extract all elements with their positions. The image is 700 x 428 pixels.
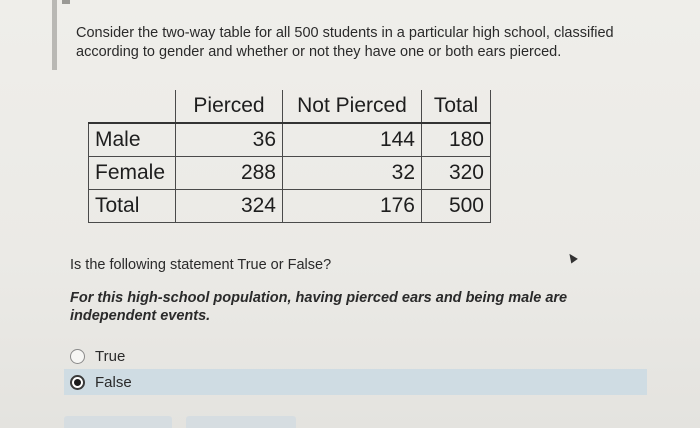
option-false-label: False (95, 373, 132, 391)
cell-female-total: 320 (422, 157, 491, 190)
cell-total-not-pierced: 176 (283, 190, 422, 223)
left-accent-bar (52, 0, 57, 70)
radio-dot-icon (74, 379, 81, 386)
option-true-label: True (95, 347, 126, 365)
header-total: Total (422, 90, 491, 123)
footer-button-1[interactable] (64, 416, 172, 428)
table-row (89, 190, 491, 223)
statement-text: For this high-school population, having pierced ears and being male are independent events. (70, 290, 568, 324)
cell-male-total: 180 (422, 123, 491, 157)
mouse-cursor-icon (566, 252, 578, 264)
cell-female-pierced: 288 (176, 157, 283, 190)
row-label-total: Total (89, 190, 176, 223)
cell-total-pierced: 324 (176, 190, 283, 223)
corner-mark (62, 0, 70, 4)
two-way-table (88, 90, 491, 223)
table-row (89, 123, 491, 157)
radio-checked-icon[interactable] (70, 375, 85, 390)
cell-male-not-pierced: 144 (283, 123, 422, 157)
cell-male-pierced: 36 (176, 123, 283, 157)
footer-button-2[interactable] (186, 416, 296, 428)
cell-female-not-pierced: 32 (283, 157, 422, 190)
option-true[interactable] (64, 343, 264, 369)
table-row (89, 157, 491, 190)
question-text: Is the following statement True or False? (70, 257, 332, 273)
radio-unchecked-icon[interactable] (70, 349, 85, 364)
table-header-row (89, 90, 491, 123)
option-false[interactable] (64, 369, 647, 395)
intro-text: Consider the two-way table for all 500 students in a particular high school, classified according to gender and whether or not they have one or both ears pierced. (76, 25, 614, 60)
header-pierced: Pierced (176, 90, 283, 123)
cell-total-total: 500 (422, 190, 491, 223)
row-label-female: Female (89, 157, 176, 190)
row-label-male: Male (89, 123, 176, 157)
header-not-pierced: Not Pierced (283, 90, 422, 123)
table-corner-cell (89, 90, 176, 123)
